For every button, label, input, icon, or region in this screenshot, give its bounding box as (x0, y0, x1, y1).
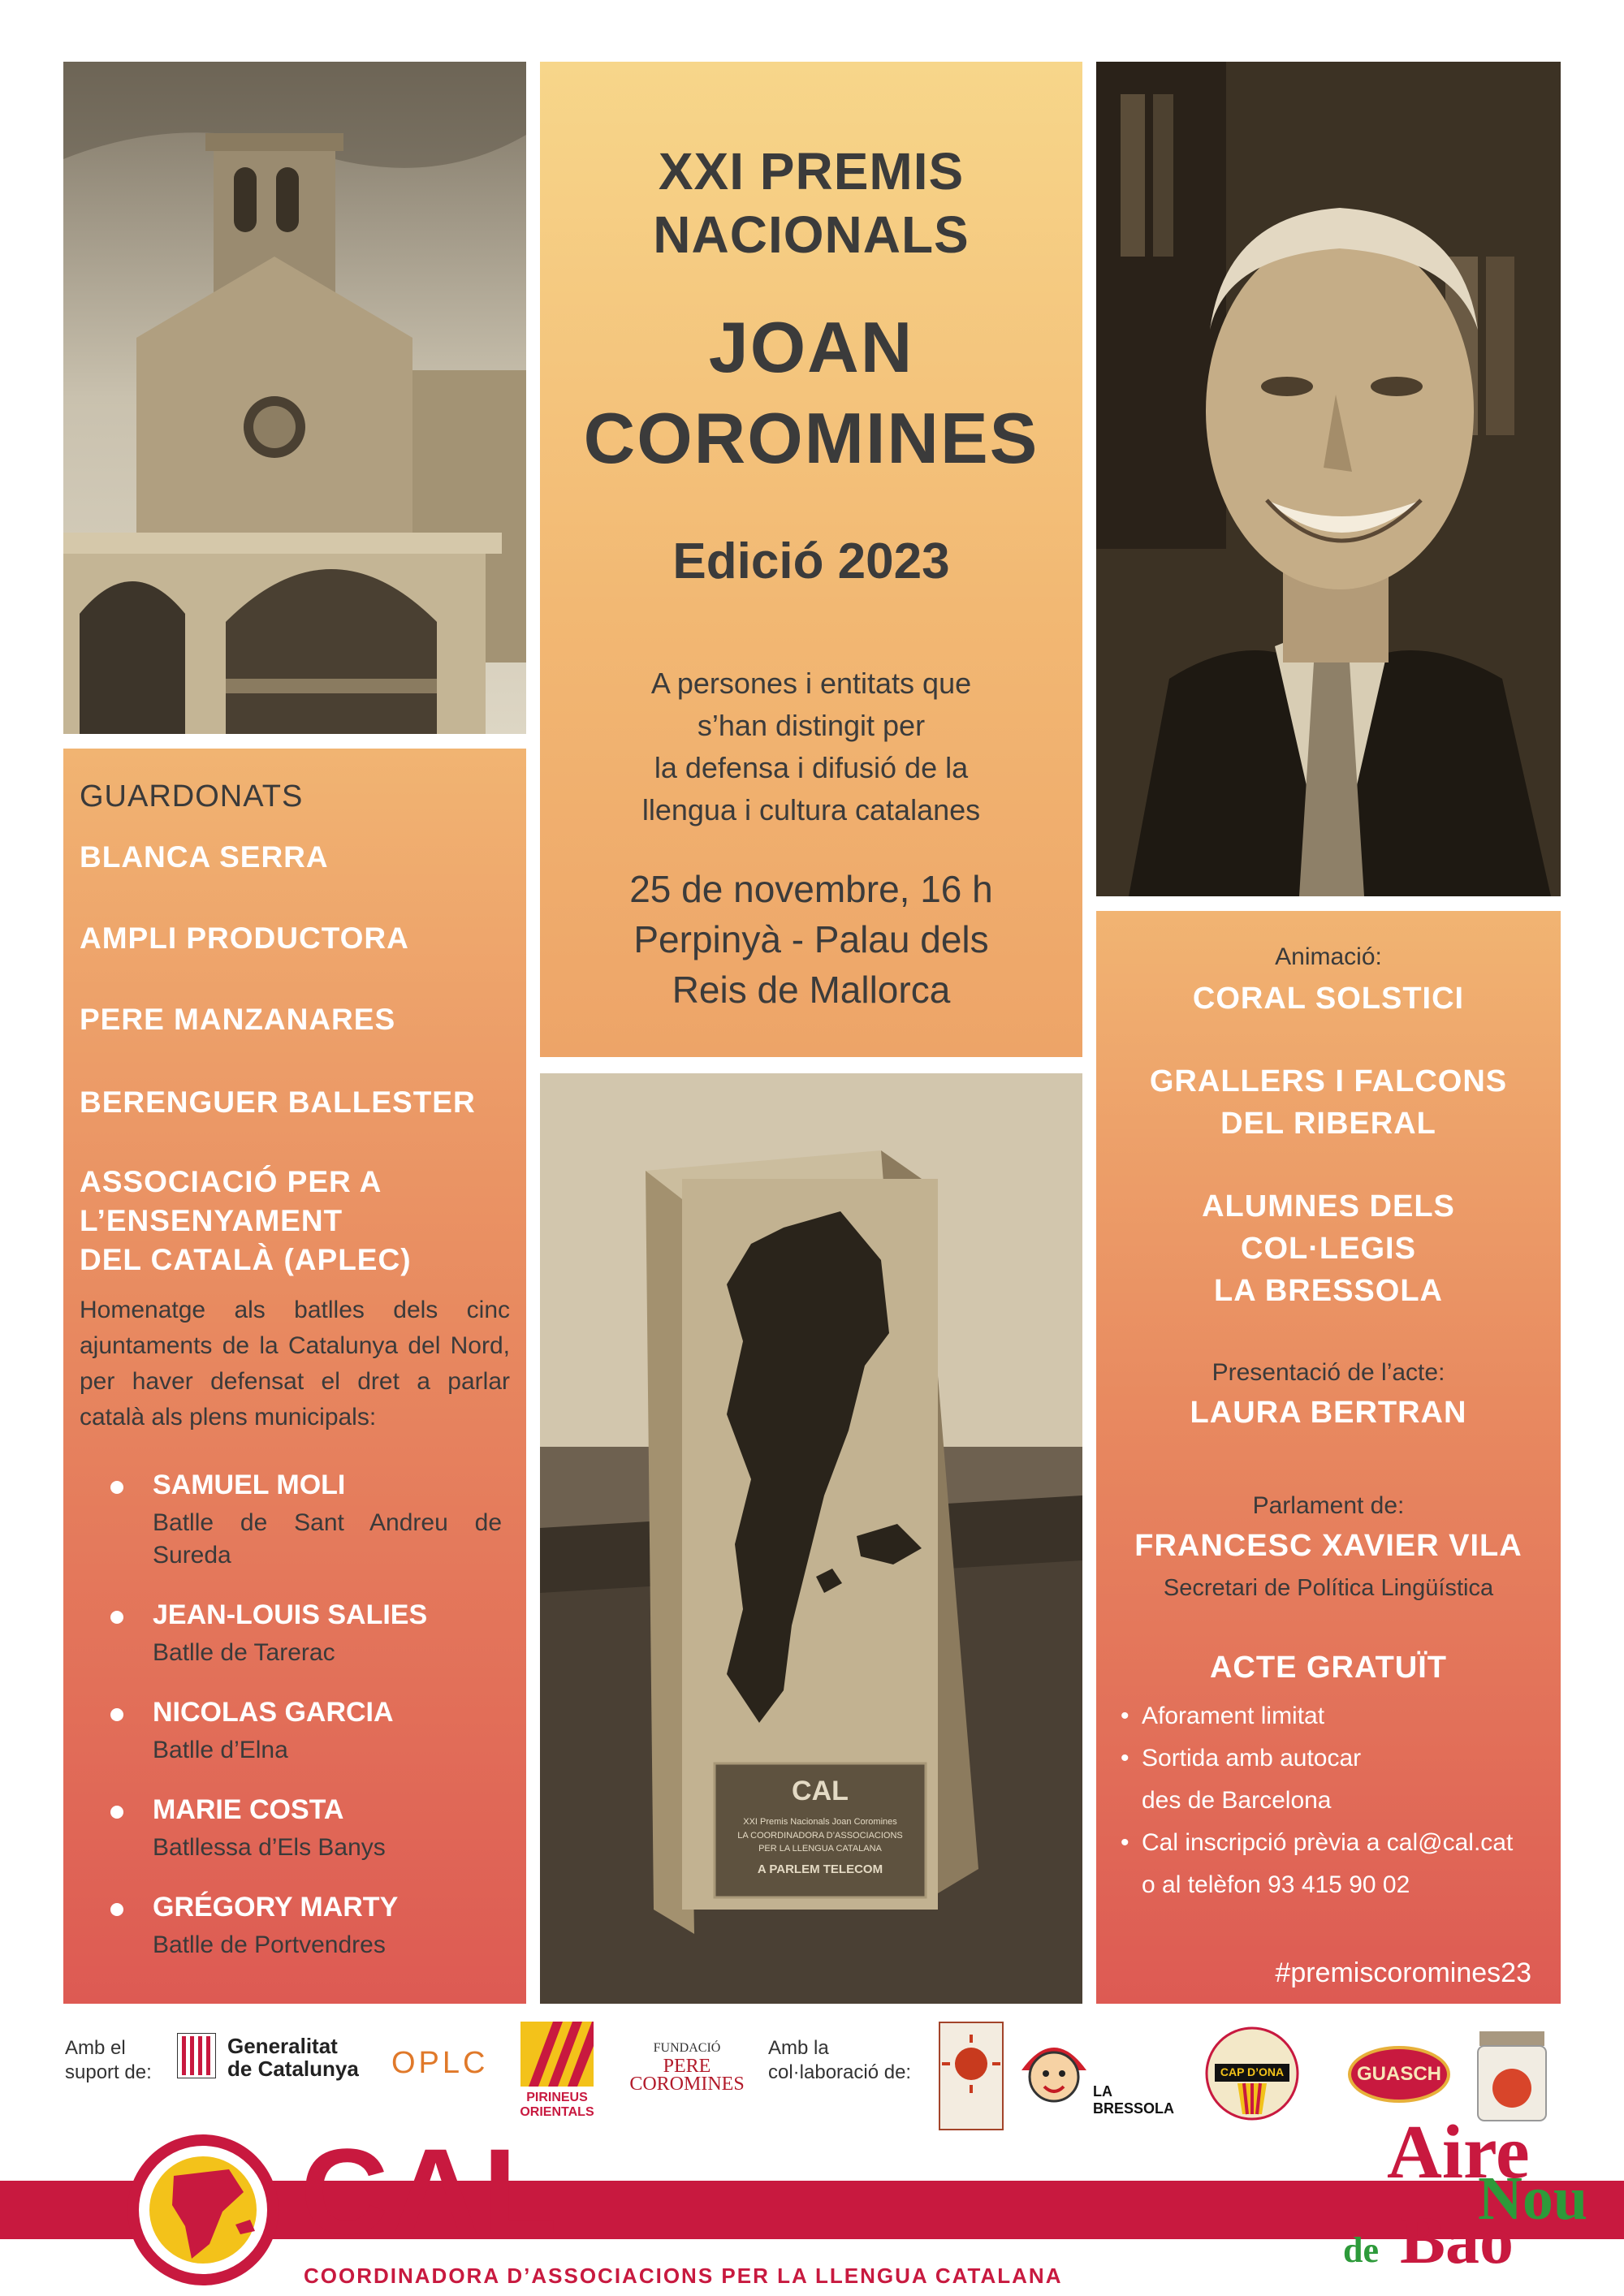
trophy-plate-text: A PARLEM TELECOM (757, 1862, 883, 1876)
cap-dona-text: CAP D’ONA (1220, 2065, 1285, 2078)
trophy-plate-text: LA COORDINADORA D’ASSOCIACIONS (737, 1831, 903, 1841)
mayor-name: JEAN-LOUIS SALIES (153, 1599, 428, 1630)
mayor-role: Batlle de Sant Andreu de Sureda (153, 1509, 502, 1569)
winner-aplec (80, 1163, 518, 1280)
winner-line: DEL CATALÀ (APLEC) (80, 1243, 412, 1276)
performer (1096, 1185, 1561, 1312)
winner: AMPLI PRODUCTORA (80, 921, 409, 955)
cal-emblem (122, 2129, 284, 2291)
generalitat-text: de Catalunya (227, 2056, 359, 2081)
info-list (1121, 1695, 1544, 1906)
mayor-role: Batlle de Tarerac (153, 1639, 335, 1666)
title-line-2: NACIONALS (653, 205, 970, 264)
catalan-flag-icon (177, 2033, 216, 2078)
performer-line: COL·LEGIS (1241, 1232, 1416, 1266)
la-bressola-text: LA BRESSOLA (1093, 2083, 1175, 2117)
trophy-plate-text: XXI Premis Nacionals Joan Coromines (743, 1817, 897, 1827)
bullet-icon (110, 1611, 123, 1624)
title-panel (540, 62, 1082, 1057)
info-item: • Sortida amb autocar (1121, 1745, 1362, 1772)
info-item: • Cal inscripció prèvia a cal@cal.cat (1121, 1829, 1514, 1856)
desc-line: la defensa i difusió de la (654, 751, 969, 784)
nou-text: Nou (1478, 2164, 1588, 2233)
speaker-name: FRANCESC XAVIER VILA (1134, 1529, 1522, 1563)
awards-heading: GUARDONATS (80, 779, 304, 814)
bullet-icon (110, 1806, 123, 1819)
de-text: de (1343, 2230, 1379, 2270)
bao-text: Bao (1400, 2203, 1514, 2278)
phone-text: o al telèfon 93 415 90 02 (1142, 1871, 1410, 1898)
award-title (540, 140, 1082, 266)
support-label: Amb el suport de: (65, 2037, 152, 2083)
fundacio-text: PERE (663, 2056, 711, 2077)
guasch-logo: GUASCH (1348, 2046, 1450, 2103)
performer-line: DEL RIBERAL (1220, 1107, 1436, 1141)
free-event: ACTE GRATUÏT (1209, 1651, 1448, 1685)
jar-logo (1475, 2026, 1549, 2124)
event-venue: Reis de Mallorca (672, 969, 951, 1011)
tribute-text: Homenatge als batlles dels cinc ajuntaments de la Catalunya del Nord, per haver defensat el dret a parlar català als plens municipals: (80, 1297, 510, 1431)
church-photo (63, 62, 526, 734)
program-panel (1096, 911, 1561, 2004)
bullet-icon (110, 1708, 123, 1721)
mayor-name: SAMUEL MOLI (153, 1470, 346, 1500)
speech-label: Parlament de: (1252, 1492, 1405, 1519)
bullet-icon (110, 1481, 123, 1494)
oplc-logo: OPLC (391, 2046, 489, 2080)
event-details (564, 864, 1058, 1015)
fundacio-text: COROMINES (629, 2074, 745, 2095)
email-link[interactable]: Cal inscripció prèvia a cal@cal.cat (1142, 1829, 1514, 1856)
cal-full-name: COORDINADORA D’ASSOCIACIONS PER LA LLENGUA CATALANA (304, 2264, 1063, 2288)
sun-icon (940, 2023, 1002, 2129)
winner-line: ASSOCIACIÓ PER A (80, 1165, 382, 1198)
desc-line: A persones i entitats que (650, 667, 972, 700)
generalitat-logo (177, 2033, 372, 2082)
child-face-icon (1017, 2030, 1091, 2111)
trophy-plate-text: PER LA LLENGUA CATALANA (758, 1844, 882, 1854)
aire-nou-de-bao-logo (1340, 2111, 1600, 2281)
info-text: des de Barcelona (1142, 1787, 1332, 1814)
info-item: • Aforament limitat (1121, 1703, 1325, 1729)
performer (1096, 1060, 1561, 1145)
mayor-role: Batllessa d’Els Banys (153, 1834, 386, 1861)
collab-label: Amb la col·laboració de: (768, 2037, 912, 2083)
cal-map-icon (122, 2129, 284, 2291)
presenter-name: LAURA BERTRAN (1190, 1396, 1467, 1430)
honoree-last-name: COROMINES (583, 398, 1039, 478)
mayor-role: Batlle de Portvendres (153, 1931, 386, 1958)
mayor-name: NICOLAS GARCIA (153, 1697, 394, 1728)
info-item (1121, 1780, 1544, 1822)
event-venue: Perpinyà - Palau dels (633, 918, 989, 960)
honoree-name (540, 302, 1082, 484)
fundacio-coromines-logo (614, 2039, 760, 2093)
performer-line: ALUMNES DELS (1202, 1189, 1455, 1224)
event-date: 25 de novembre, 16 h (629, 868, 993, 910)
winner-line: L’ENSENYAMENT (80, 1204, 343, 1237)
mayor-role: Batlle d’Elna (153, 1737, 288, 1763)
pirineus-flag-icon (520, 2022, 594, 2087)
animation-label: Animació: (1275, 943, 1382, 970)
hashtag: #premiscoromines23 (1275, 1957, 1531, 1988)
winner: BERENGUER BALLESTER (80, 1085, 476, 1119)
desc-line: llengua i cultura catalanes (641, 793, 981, 826)
presenter-label: Presentació de l’acte: (1212, 1359, 1445, 1386)
generalitat-text: Generalitat (227, 2034, 338, 2058)
info-item (1121, 1864, 1544, 1906)
pirineus-orientals-logo (516, 2022, 598, 2127)
coromines-portrait (1096, 62, 1561, 896)
trophy-plate-brand: CAL (792, 1776, 849, 1806)
performer-line: LA BRESSOLA (1214, 1274, 1443, 1308)
edition: Edició 2023 (672, 533, 950, 589)
speaker-role: Secretari de Política Lingüística (1163, 1575, 1494, 1601)
la-bressola-logo (1017, 2030, 1175, 2127)
performer: CORAL SOLSTICI (1192, 982, 1465, 1016)
desc-line: s’han distingit per (697, 709, 926, 742)
mayor-name: MARIE COSTA (153, 1794, 344, 1825)
pirineus-text: ORIENTALS (520, 2105, 594, 2119)
fundacio-text: FUNDACIÓ (653, 2041, 721, 2055)
performer-line: GRALLERS I FALCONS (1149, 1064, 1508, 1098)
winner: BLANCA SERRA (80, 840, 329, 874)
trophy-photo (540, 1073, 1082, 2004)
jar-icon (1475, 2026, 1549, 2124)
info-text: Aforament limitat (1142, 1703, 1325, 1729)
bullet-icon (110, 1903, 123, 1916)
mayor-name: GRÉGORY MARTY (153, 1892, 399, 1923)
honoree-first-name: JOAN (708, 307, 914, 387)
awards-panel (63, 749, 526, 2004)
cap-dona-logo (1203, 2025, 1301, 2122)
info-text: Sortida amb autocar (1142, 1745, 1362, 1772)
winner: PERE MANZANARES (80, 1003, 396, 1036)
title-line-1: XXI PREMIS (658, 142, 965, 201)
award-description (572, 662, 1050, 831)
aire-text: Aire (1387, 2110, 1530, 2195)
cal-wordmark: CAL (300, 2123, 561, 2259)
pirineus-text: PIRINEUS (526, 2091, 588, 2104)
collaborator-logo (939, 2022, 1004, 2130)
